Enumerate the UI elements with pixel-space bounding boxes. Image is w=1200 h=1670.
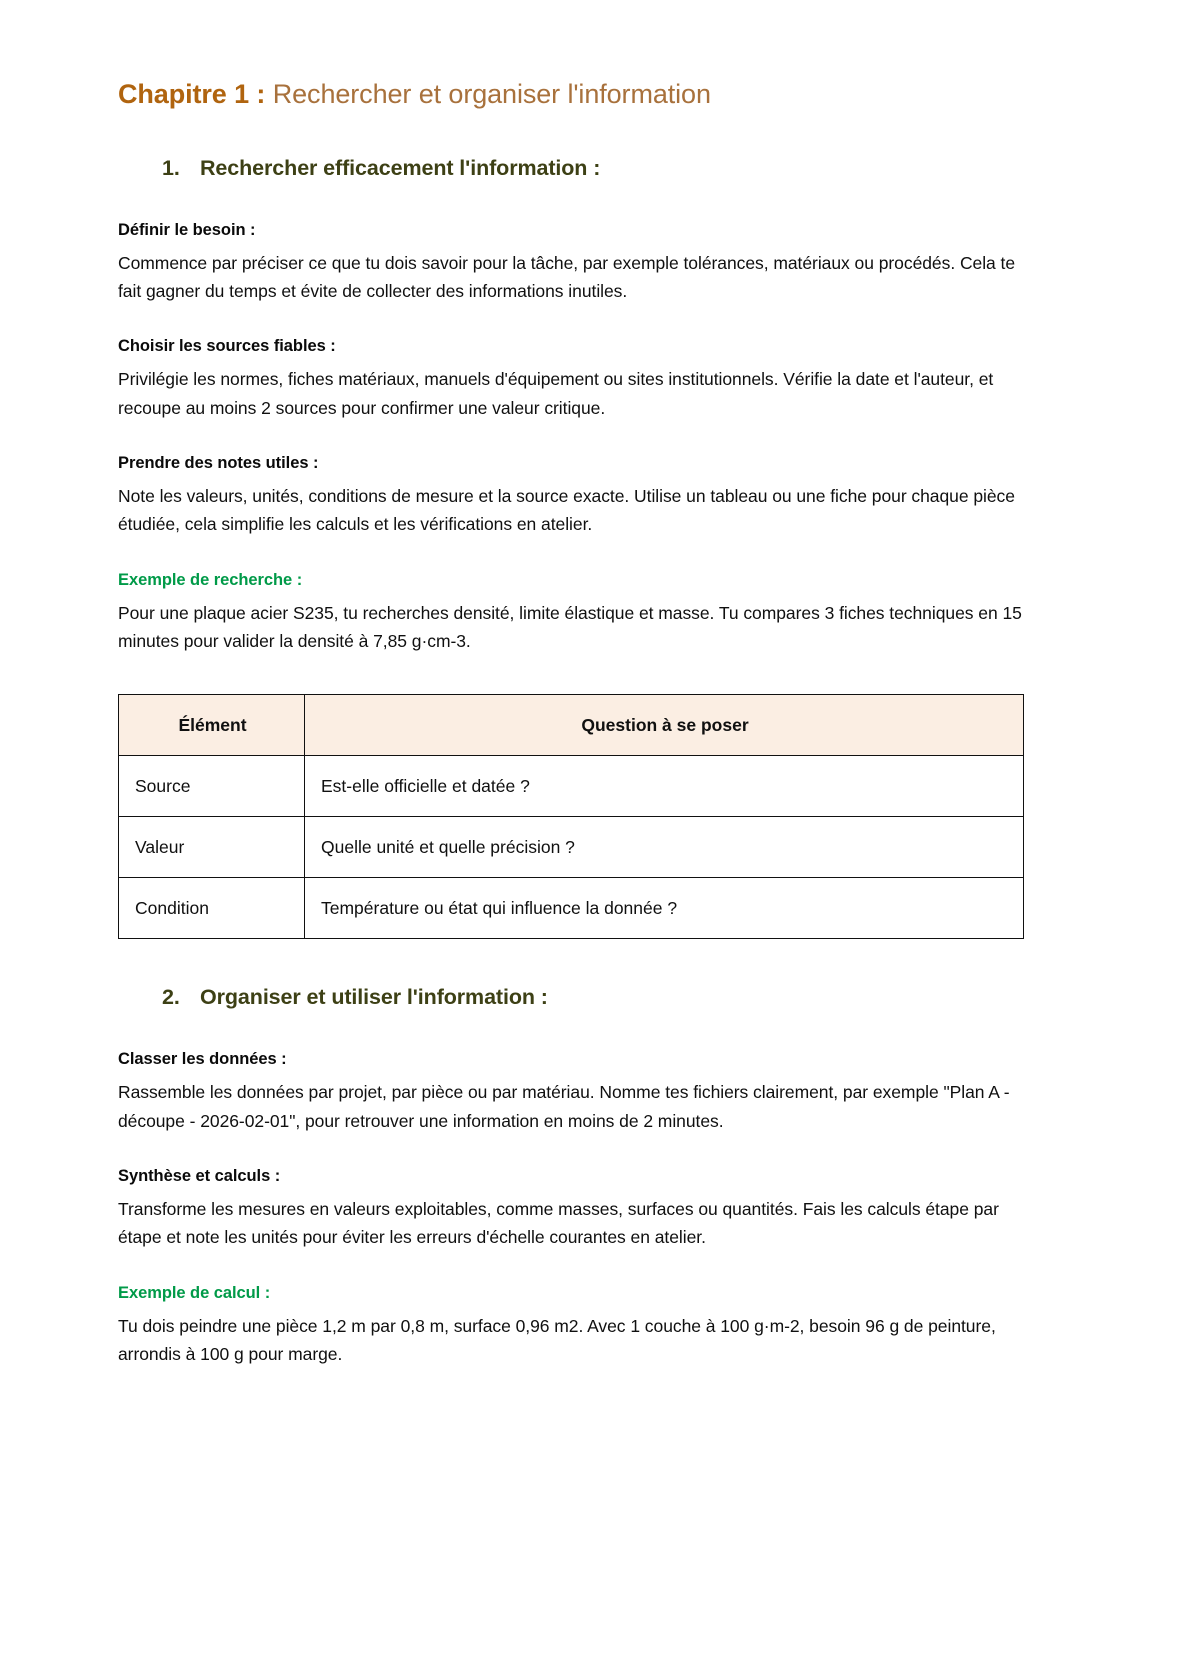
block-title: Classer les données : — [118, 1050, 287, 1069]
block-classer-les-donnees — [118, 1050, 1040, 1135]
section-heading-1 — [162, 156, 1040, 181]
block-body: Commence par préciser ce que tu dois savoir pour la tâche, par exemple tolérances, matériaux ou procédés. Cela te fait gagner du temps et évite de collecter des informations inutiles. — [118, 252, 1016, 302]
block-body: Tu dois peindre une pièce 1,2 m par 0,8 m, surface 0,96 m2. Avec 1 couche à 100 g·m-2, besoin 96 g de peinture, arrondis à 100 g pour marge. — [118, 1315, 996, 1364]
info-table — [118, 694, 1024, 940]
block-definir-le-besoin — [118, 221, 1040, 306]
block-body: Privilégie les normes, fiches matériaux, manuels d'équipement ou sites institutionnels. Vérifie la date et l'auteur, et recoupe au moins 2 sources pour confirmer une valeur critique. — [118, 369, 994, 418]
page-title — [118, 78, 1040, 112]
block-exemple-de-calcul — [118, 1284, 1040, 1369]
block-body: Note les valeurs, unités, conditions de mesure et la source exacte. Utilise un tableau ou une fiche pour chaque pièce étudiée, cela simplifie les calculs et les vérifications en atelier. — [118, 486, 1015, 535]
block-title: Prendre des notes utiles : — [118, 454, 319, 473]
table-cell-value: Quelle unité et quelle précision ? — [305, 817, 1024, 878]
section-number-1: 1. — [162, 155, 180, 180]
example-heading: Exemple de calcul : — [118, 1283, 271, 1302]
block-synthese-et-calculs — [118, 1167, 1040, 1252]
block-body: Pour une plaque acier S235, tu recherches densité, limite élastique et masse. Tu compares 3 fiches techniques en 15 minutes pour valider la densité à 7,85 g·cm-3. — [118, 602, 1022, 652]
block-choisir-les-sources-fiables — [118, 337, 1040, 422]
table-row — [119, 878, 1024, 939]
table-cell-value: Température ou état qui influence la donnée ? — [305, 878, 1024, 939]
chapter-label: Chapitre 1 : — [118, 79, 266, 109]
example-heading: Exemple de recherche : — [118, 570, 303, 589]
block-prendre-des-notes-utiles — [118, 454, 1040, 539]
block-title: Choisir les sources fiables : — [118, 337, 336, 356]
section-heading-2 — [162, 985, 1040, 1010]
block-exemple-de-recherche — [118, 571, 1040, 656]
block-body: Transforme les mesures en valeurs exploitables, comme masses, surfaces ou quantités. Fais les calculs étape par étape et note les unités pour éviter les erreurs d'échelle courantes en atelier. — [118, 1198, 999, 1248]
table-header-cell-element: Élément — [119, 694, 305, 756]
table-row — [119, 817, 1024, 878]
block-title: Définir le besoin : — [118, 220, 256, 239]
block-body: Rassemble les données par projet, par pièce ou par matériau. Nomme tes fichiers clairement, par exemple "Plan A - découpe - 2026-02-01", pour retrouver une information en moins de 2 minutes. — [118, 1082, 1010, 1131]
table-cell-key: Condition — [119, 878, 305, 939]
section-number-2: 2. — [162, 985, 180, 1010]
chapter-title-text: Rechercher et organiser l'information — [265, 79, 711, 109]
table-row — [119, 756, 1024, 817]
table-header-row — [119, 694, 1024, 756]
section-title-2: Organiser et utiliser l'information : — [200, 985, 548, 1010]
section-title-1: Rechercher efficacement l'information : — [200, 155, 601, 180]
table-header-cell-question: Question à se poser — [305, 694, 1024, 756]
block-title: Synthèse et calculs : — [118, 1166, 281, 1185]
table-cell-key: Source — [119, 756, 305, 817]
table-cell-value: Est-elle officielle et datée ? — [305, 756, 1024, 817]
table-cell-key: Valeur — [119, 817, 305, 878]
